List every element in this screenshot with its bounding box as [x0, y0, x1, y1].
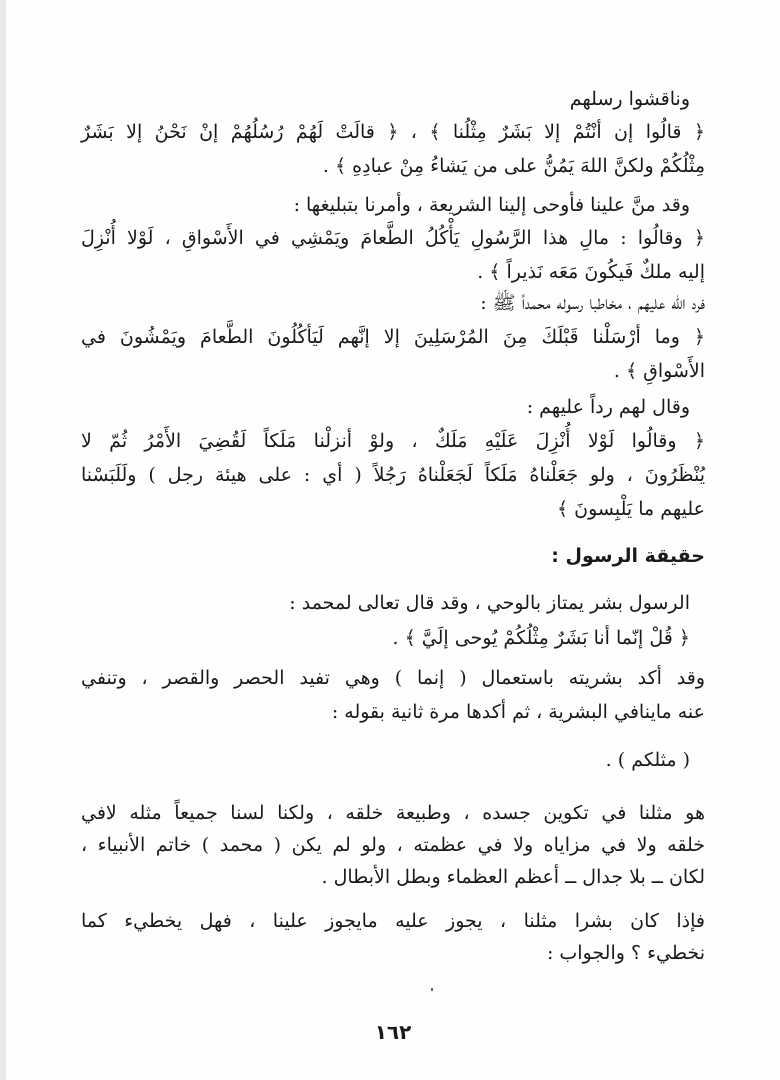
text-line: فإذا كان بشرا مثلنا ، يجوز عليه مايجوز علينا ، فهل يخطيء كما	[81, 910, 705, 932]
text-line: خلقه ولا في مزاياه ولا في عظمته ، ولو لم يكن ( محمد ) خاتم الأنبياء ،	[81, 834, 705, 856]
text-line: وقال لهم رداً عليهم :	[526, 396, 690, 418]
verse-line: الأَسْواقِ ﴾ .	[613, 360, 705, 382]
verse-line: يُنْظَرُونَ ، ولو جَعَلْناهُ مَلَكاً لَجَعَلْناهُ رَجُلاً ( أي : على هيئة رجل ) ولَلَبَسْنا	[81, 464, 705, 486]
text-line: لكان ــ بلا جدال ــ أعظم العظماء وبطل الأبطال .	[321, 866, 705, 888]
verse-line: ﴿ قُلْ إنّما أنا بَشَرٌ مِثْلُكُمْ يُوحى إلَيَّ ﴾ .	[392, 627, 690, 649]
text-line: نخطيء ؟ والجواب :	[546, 942, 705, 964]
verse-line: ﴿ قالُوا إن أنْتُمْ إلا بَشَرٌ مِثْلُنا ﴾ ، ﴿ قالَتْ لَهُمْ رُسُلُهُمْ إنْ نَحْنُ إلا بَشَرٌ	[81, 121, 705, 143]
section-heading: حقيقة الرسول :	[551, 545, 705, 567]
text-line: الرسول بشر يمتاز بالوحي ، وقد قال تعالى لمحمد :	[289, 592, 690, 614]
verse-line: إليه ملكٌ فَيكُونَ مَعَه نَذيراً ﴾ .	[477, 261, 705, 283]
text-line: وناقشوا رسلهم	[569, 88, 690, 110]
text-line: عنه ماينافي البشرية ، ثم أكدها مرة ثانية بقوله :	[331, 701, 705, 723]
text-line: ( مثلكم ) .	[605, 749, 690, 771]
verse-line: ﴿ وقالُوا لَوْلا أُنْزِلَ عَلَيْهِ مَلَكٌ ، ولوْ أنزلْنا مَلَكاً لَقُضِيَ الأَمْرُ ثُمّ لا	[81, 430, 705, 452]
verse-line: عليهم ما يَلْبِسونَ ﴾	[556, 498, 705, 520]
verse-line: مِثْلُكُمْ ولكنَّ اللهَ يَمُنُّ على من يَشاءُ مِنْ عبادِهِ ﴾ .	[322, 155, 705, 177]
text-line: فرد الله عليهم ، مخاطبا رسوله محمداً ﷺ :	[480, 292, 705, 314]
page-number: ١٦٢	[374, 1020, 412, 1044]
scan-speck	[431, 988, 433, 991]
text-line: وقد منَّ علينا فأوحى إلينا الشريعة ، وأمرنا بتبليغها :	[293, 194, 690, 216]
text-line: وقد أكد بشريته باستعمال ( إنما ) وهي تفيد الحصر والقصر ، وتنفي	[81, 667, 705, 689]
verse-line: ﴿ وما أرْسَلْنا قَبْلَكَ مِنَ المُرْسَلِينَ إلا إنَّهم لَيَأكُلُونَ الطَّعامَ ويَمْشُونَ في	[81, 326, 705, 348]
text-line: هو مثلنا في تكوين جسده ، وطبيعة خلقه ، ولكنا لسنا جميعاً مثله لافي	[81, 802, 705, 824]
verse-line: ﴿ وقالُوا : مالِ هذا الرَّسُولِ يَأْكُلُ الطَّعامَ ويَمْشِي في الأَسْواقِ ، لَوْلا أُنْزِلَ	[81, 227, 705, 249]
